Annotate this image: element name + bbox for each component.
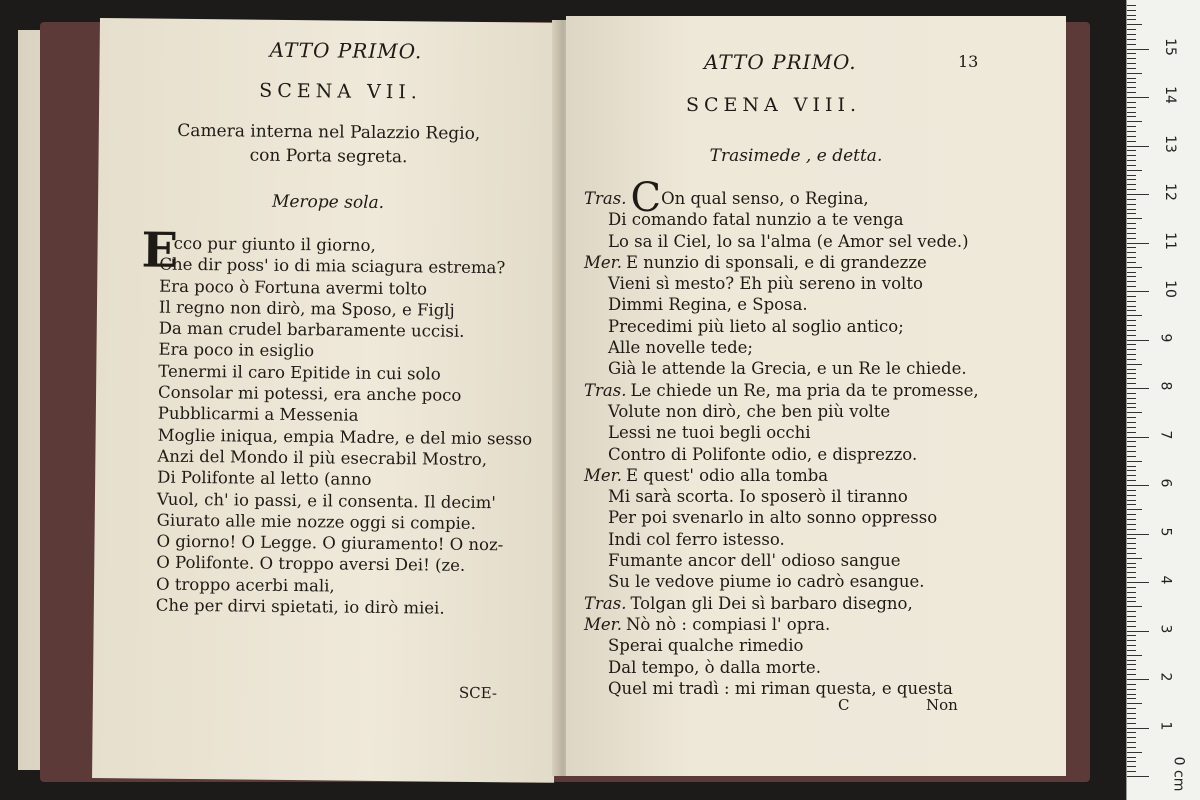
ruler-tick (1127, 102, 1136, 103)
ruler-tick (1127, 698, 1136, 699)
ruler-tick (1127, 563, 1136, 564)
ruler-tick (1127, 58, 1136, 59)
dialogue-line (584, 635, 979, 656)
verse-line: Da man crudel barbaramente uccisi. (158, 318, 465, 342)
ruler-tick (1127, 679, 1149, 680)
ruler-tick (1127, 592, 1136, 593)
ruler-tick (1127, 116, 1136, 117)
ruler-label: 11 (1161, 231, 1178, 250)
ruler-tick (1127, 645, 1136, 646)
speaker-label: Mer. (584, 614, 622, 634)
ruler-label: 4 (1157, 575, 1174, 585)
ruler-tick (1127, 15, 1136, 16)
ruler-tick (1127, 68, 1136, 69)
measurement-ruler (1126, 0, 1200, 800)
line-text: Dimmi Regina, e Sposa. (608, 295, 808, 315)
ruler-tick (1127, 514, 1136, 515)
line-text: E nunzio di sponsali, e di grandezze (625, 252, 927, 272)
ruler-tick (1127, 233, 1136, 234)
dialogue-line (584, 294, 979, 315)
left-verse-lines (156, 233, 534, 620)
ruler-tick (1127, 373, 1136, 374)
ruler-tick (1127, 407, 1136, 408)
ruler-tick (1127, 315, 1142, 316)
right-verse-lines (584, 175, 979, 699)
ruler-tick (1127, 325, 1136, 326)
ruler-tick (1127, 364, 1142, 365)
ruler-tick (1127, 335, 1136, 336)
ruler-tick (1127, 272, 1136, 273)
dialogue-line (584, 593, 979, 614)
ruler-tick (1127, 466, 1136, 467)
ruler-label: 8 (1157, 381, 1174, 391)
ruler-tick (1127, 451, 1136, 452)
ruler-tick (1127, 412, 1142, 413)
ruler-tick (1127, 611, 1136, 612)
ruler-tick (1127, 306, 1136, 307)
verse-line: Consolar mi potessi, era anche poco (157, 382, 462, 405)
ruler-tick (1127, 732, 1136, 733)
speaker-label: Tras. (584, 593, 627, 613)
ruler-tick (1127, 34, 1136, 35)
ruler-tick (1127, 121, 1142, 122)
ruler-tick (1127, 107, 1136, 108)
ruler-tick (1127, 281, 1136, 282)
ruler-tick (1127, 39, 1136, 40)
ruler-tick (1127, 509, 1142, 510)
verse-line: Il regno non dirò, ma Sposo, e Figlj (158, 297, 455, 320)
ruler-tick (1127, 761, 1136, 762)
ruler-tick (1127, 155, 1136, 156)
ruler-tick (1127, 664, 1136, 665)
dialogue-line (584, 657, 979, 678)
verse-line: Pubblicarmi a Messenia (157, 404, 359, 426)
line-text: Su le vedove piume io cadrò esangue. (608, 572, 925, 592)
ruler-tick (1127, 44, 1136, 45)
ruler-tick (1127, 689, 1136, 690)
ruler-tick (1127, 150, 1136, 151)
ruler-tick (1127, 243, 1149, 244)
ruler-tick (1127, 296, 1136, 297)
ruler-tick (1127, 388, 1149, 389)
verse-line: Era poco in esiglio (158, 340, 315, 361)
ruler-tick (1127, 606, 1142, 607)
ruler-tick (1127, 354, 1136, 355)
ruler-tick (1127, 524, 1136, 525)
ruler-label: 13 (1161, 134, 1178, 153)
verse-line: cco pur giunto il giorno, (173, 233, 376, 255)
ruler-tick (1127, 78, 1136, 79)
ruler-tick (1127, 320, 1136, 321)
ruler-tick (1127, 432, 1136, 433)
dialogue-line (584, 273, 979, 294)
verse-line: O troppo acerbi mali, (155, 574, 335, 596)
ruler-tick (1127, 587, 1136, 588)
ruler-tick (1127, 247, 1136, 248)
ruler-tick (1127, 538, 1136, 539)
ruler-tick (1127, 601, 1136, 602)
ruler-label: 15 (1161, 37, 1178, 56)
dialogue-line (584, 678, 979, 699)
ruler-tick (1127, 349, 1136, 350)
ruler-tick (1127, 209, 1136, 210)
ruler-label: 7 (1157, 430, 1174, 439)
line-text: Tolgan gli Dei sì barbaro disegno, (630, 593, 913, 613)
verse-line: Anzi del Mondo il più esecrabil Mostro, (157, 446, 488, 470)
ruler-tick (1127, 194, 1149, 195)
line-text: Quel mi tradì : mi riman questa, e questa (608, 678, 953, 698)
ruler-tick (1127, 640, 1136, 641)
ruler-tick (1127, 160, 1136, 161)
line-text: Lo sa il Ciel, lo sa l'alma (e Amor sel vede.) (608, 231, 969, 251)
ruler-label: 14 (1161, 86, 1178, 104)
line-text: Vieni sì mesto? Eh più sereno in volto (608, 274, 923, 294)
ruler-tick (1127, 655, 1142, 656)
ruler-tick (1127, 112, 1136, 113)
ruler-tick (1127, 757, 1136, 758)
line-text: Di comando fatal nunzio a te venga (608, 210, 904, 230)
drop-cap: C (630, 175, 662, 221)
ruler-tick (1127, 10, 1136, 11)
ruler-tick (1127, 393, 1136, 394)
ruler-tick (1127, 621, 1136, 622)
ruler-tick (1127, 29, 1136, 30)
ruler-tick (1127, 446, 1136, 447)
ruler-tick (1127, 456, 1136, 457)
ruler-tick (1127, 228, 1136, 229)
dialogue-line (584, 571, 979, 592)
ruler-tick (1127, 631, 1149, 632)
ruler-tick (1127, 669, 1136, 670)
left-setting (158, 119, 498, 171)
ruler-tick (1127, 577, 1136, 578)
ruler-tick (1127, 567, 1136, 568)
dialogue-line (584, 380, 979, 401)
speaker-label: Mer. (584, 465, 622, 485)
line-text: Nò nò : compiasi l' opra. (625, 614, 831, 634)
line-text: Già le attende la Grecia, e un Re le chiede. (608, 359, 967, 379)
ruler-tick (1127, 5, 1136, 6)
verse-line: Di Polifonte al letto (anno (157, 467, 372, 490)
ruler-tick (1127, 534, 1149, 535)
ruler-tick (1127, 213, 1136, 214)
ruler-tick (1127, 650, 1136, 651)
ruler-tick (1127, 257, 1136, 258)
line-text: Fumante ancor dell' odioso sangue (608, 551, 901, 571)
ruler-tick (1127, 495, 1136, 496)
line-text: Indi col ferro istesso. (608, 529, 785, 549)
ruler-tick (1127, 291, 1149, 292)
ruler-tick (1127, 737, 1136, 738)
ruler-tick (1127, 422, 1136, 423)
ruler-tick (1127, 437, 1149, 438)
ruler-tick (1127, 684, 1136, 685)
ruler-tick (1127, 92, 1136, 93)
ruler-tick (1127, 276, 1136, 277)
ruler-tick (1127, 441, 1136, 442)
line-text: Sperai qualche rimedio (608, 636, 804, 656)
ruler-tick (1127, 548, 1136, 549)
ruler-tick (1127, 558, 1142, 559)
left-page (92, 18, 562, 783)
page-number: 13 (958, 52, 979, 71)
ruler-tick (1127, 660, 1136, 661)
ruler-tick (1127, 582, 1149, 583)
ruler-tick (1127, 24, 1142, 25)
dialogue-line (584, 358, 979, 379)
ruler-tick (1127, 383, 1136, 384)
dialogue-line (584, 316, 979, 337)
dialogue-line (584, 465, 979, 486)
ruler-tick (1127, 728, 1149, 729)
line-text: Contro di Polifonte odio, e disprezzo. (608, 444, 918, 464)
speaker-label: Tras. (584, 380, 627, 400)
dialogue-line (584, 529, 979, 550)
right-running-head: ATTO PRIMO. (704, 50, 857, 74)
ruler-tick (1127, 301, 1136, 302)
ruler-tick (1127, 616, 1136, 617)
left-running-head: ATTO PRIMO. (269, 37, 423, 64)
verse-line: Che per dirvi spietati, io dirò miei. (155, 595, 445, 618)
ruler-tick (1127, 470, 1136, 471)
ruler-tick (1127, 626, 1136, 627)
ruler-tick (1127, 713, 1136, 714)
verse-line: Che dir poss' io di mia sciagura estrema? (159, 254, 506, 278)
dialogue-line (584, 337, 979, 358)
left-scene-title: SCENA VII. (259, 79, 422, 104)
verse-line: Vuol, ch' io passi, e il consenta. Il decim' (156, 489, 496, 512)
ruler-tick (1127, 63, 1136, 64)
speaker-label: Tras. (584, 189, 627, 208)
ruler-label: 12 (1161, 183, 1178, 201)
ruler-tick (1127, 480, 1136, 481)
dialogue-line (584, 550, 979, 571)
ruler-tick (1127, 398, 1136, 399)
ruler-tick (1127, 752, 1142, 753)
ruler-tick (1127, 97, 1149, 98)
verse-line: O Polifonte. O troppo aversi Dei! (ze. (156, 553, 466, 576)
ruler-tick (1127, 262, 1136, 263)
ruler-label: 0 cm (1170, 756, 1187, 792)
dialogue-line (584, 231, 979, 252)
dialogue-line (584, 209, 979, 230)
dialogue-line (584, 252, 979, 273)
ruler-tick (1127, 776, 1149, 777)
ruler-tick (1127, 708, 1136, 709)
ruler-tick (1127, 141, 1136, 142)
ruler-tick (1127, 330, 1136, 331)
ruler-tick (1127, 718, 1136, 719)
ruler-tick (1127, 286, 1136, 287)
ruler-tick (1127, 340, 1149, 341)
ruler-tick (1127, 359, 1136, 360)
ruler-tick (1127, 417, 1136, 418)
left-character-note: Merope sola. (271, 191, 385, 213)
ruler-tick (1127, 403, 1136, 404)
ruler-label: 10 (1161, 280, 1178, 298)
ruler-label: 2 (1157, 672, 1174, 682)
dialogue-line (584, 486, 979, 507)
ruler-tick (1127, 165, 1136, 166)
ruler-tick (1127, 461, 1142, 462)
ruler-tick (1127, 252, 1136, 253)
ruler-tick (1127, 703, 1142, 704)
line-text: E quest' odio alla tomba (625, 465, 829, 485)
right-scene-title: SCENA VIII. (686, 94, 862, 116)
line-text: On qual senso, o Regina, (661, 189, 869, 208)
line-text: Precedimi più lieto al soglio antico; (608, 316, 904, 336)
ruler-tick (1127, 490, 1136, 491)
dialogue-line (584, 422, 979, 443)
ruler-tick (1127, 485, 1149, 486)
ruler-tick (1127, 218, 1142, 219)
ruler-tick (1127, 543, 1136, 544)
verse-line: Era poco ò Fortuna avermi tolto (159, 276, 428, 299)
ruler-tick (1127, 87, 1136, 88)
right-catchword: Non (926, 696, 958, 714)
speaker-label: Mer. (584, 252, 622, 272)
ruler-tick (1127, 742, 1136, 743)
ruler-label: 9 (1157, 333, 1174, 342)
ruler-tick (1127, 204, 1136, 205)
ruler-tick (1127, 504, 1136, 505)
ruler-tick (1127, 572, 1136, 573)
verse-line: O giorno! O Legge. O giuramento! O noz- (156, 531, 504, 555)
verse-line: Tenermi il caro Epitide in cui solo (158, 361, 441, 384)
ruler-tick (1127, 223, 1136, 224)
ruler-tick (1127, 126, 1136, 127)
ruler-tick (1127, 723, 1136, 724)
ruler-tick (1127, 519, 1136, 520)
ruler-tick (1127, 146, 1149, 147)
ruler-label: 5 (1157, 527, 1174, 536)
line-text: Alle novelle tede; (608, 338, 753, 358)
ruler-tick (1127, 344, 1136, 345)
ruler-tick (1127, 597, 1136, 598)
ruler-tick (1127, 674, 1136, 675)
ruler-tick (1127, 53, 1136, 54)
ruler-label: 1 (1157, 721, 1174, 730)
ruler-tick (1127, 310, 1136, 311)
verse-line: Giurato alle mie nozze oggi si compie. (156, 510, 476, 533)
ruler-tick (1127, 427, 1136, 428)
ruler-tick (1127, 369, 1136, 370)
line-text: Lessi ne tuoi begli occhi (608, 423, 811, 443)
ruler-tick (1127, 694, 1136, 695)
ruler-tick (1127, 136, 1136, 137)
ruler-tick (1127, 199, 1136, 200)
left-catchword: SCE- (458, 683, 498, 703)
drop-cap: E (141, 222, 179, 279)
right-page (566, 16, 1066, 776)
ruler-tick (1127, 747, 1136, 748)
ruler-label: 6 (1157, 478, 1174, 488)
ruler-tick (1127, 19, 1136, 20)
ruler-tick (1127, 73, 1142, 74)
right-character-note: Trasimede , e detta. (709, 146, 883, 166)
line-text: Per poi svenarlo in alto sonno oppresso (608, 508, 938, 528)
ruler-tick (1127, 179, 1136, 180)
ruler-tick (1127, 184, 1136, 185)
ruler-tick (1127, 766, 1136, 767)
setting-line: con Porta segreta. (249, 145, 408, 168)
ruler-tick (1127, 131, 1136, 132)
ruler-tick (1127, 175, 1136, 176)
ruler-tick (1127, 529, 1136, 530)
setting-line: Camera interna nel Palazzio Regio, (177, 120, 481, 144)
signature-mark: C (838, 696, 850, 714)
dialogue-line (584, 614, 979, 635)
dialogue-line (584, 401, 979, 422)
ruler-tick (1127, 553, 1136, 554)
line-text: Le chiede un Re, ma pria da te promesse, (630, 380, 979, 400)
line-text: Mi sarà scorta. Io sposerò il tiranno (608, 487, 908, 507)
ruler-tick (1127, 238, 1136, 239)
ruler-tick (1127, 189, 1136, 190)
ruler-tick (1127, 771, 1136, 772)
line-text: Dal tempo, ò dalla morte. (608, 657, 821, 677)
ruler-tick (1127, 49, 1149, 50)
ruler-tick (1127, 475, 1136, 476)
ruler-tick (1127, 170, 1142, 171)
ruler-tick (1127, 635, 1136, 636)
dialogue-line (584, 444, 979, 465)
ruler-tick (1127, 82, 1136, 83)
verse-line: Moglie iniqua, empia Madre, e del mio sesso (157, 425, 533, 449)
ruler-tick (1127, 267, 1142, 268)
ruler-label: 3 (1157, 624, 1174, 633)
dialogue-line (584, 507, 979, 528)
line-text: Volute non dirò, che ben più volte (608, 401, 891, 421)
ruler-tick (1127, 500, 1136, 501)
ruler-tick (1127, 378, 1136, 379)
